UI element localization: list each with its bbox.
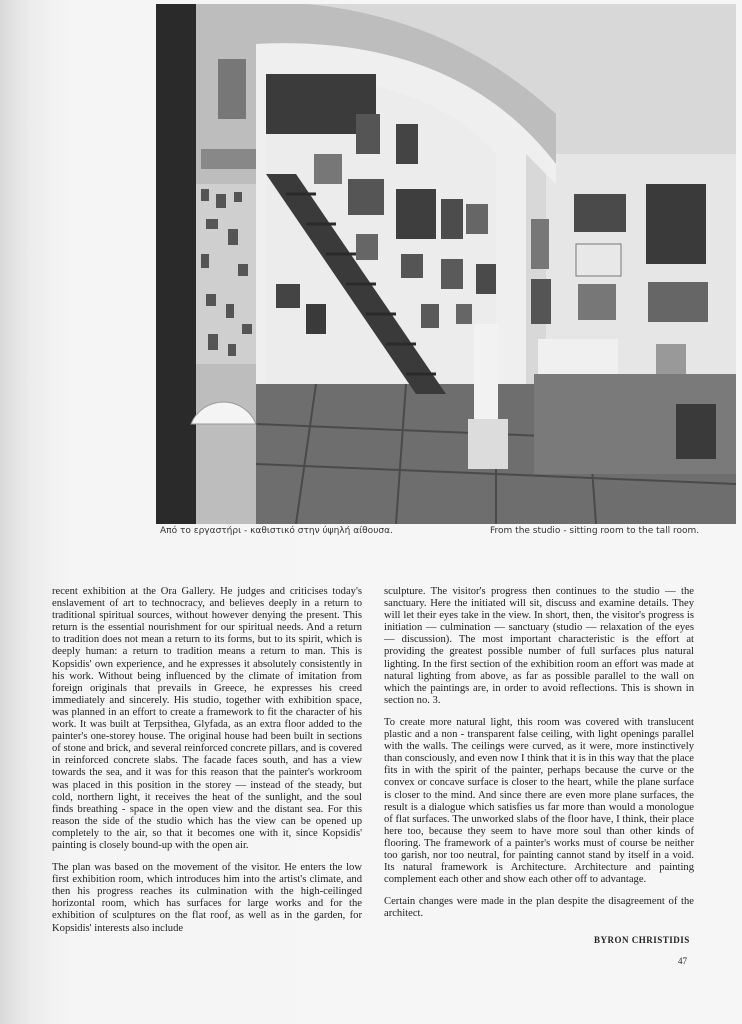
article-column-left — [52, 586, 362, 945]
paragraph: sculpture. The visitor's progress then continues to the studio — the sanctuary. Here the initiated will sit, discuss and examine details. They will let their eyes take in the view. In short, then, the visitor's progress is initiation — culmination — sanctuary (studio — relaxation of the eyes — discussion). The most important characteristic is the effort at providing the greatest possible number of full surfaces plus natural lighting. In the first section of the exhibition room an effort was made at natural lighting from above, as far as possible parallel to the wall on which the paintings are, in order to avoid reflections. This is shown in section no. 3. — [384, 586, 694, 706]
caption-greek: Από το εργαστήρι - καθιστικό στην ύψηλή αίθουσα. — [160, 526, 393, 536]
paragraph: The plan was based on the movement of the visitor. He enters the low first exhibition room, which introduces him into the artist's climate, and then his progress reaches its culmination with the high-ceilinged horizontal room, which has surfaces for large works and for the exhibition of sculptures on the flat roof, as well as in the garden, for Kopsidis' interests also include — [52, 862, 362, 934]
author-signature: BYRON CHRISTIDIS — [594, 935, 690, 945]
article-column-right — [384, 586, 694, 930]
page-number: 47 — [678, 956, 687, 966]
paragraph: recent exhibition at the Ora Gallery. He judges and criticises today's enslavement of art to technocracy, and believes deeply in a return to traditional spiritual sources, without however denying the present. This return is the essential nourishment for our spiritual needs. And a return to tradition does not mean a return to its forms, but to its spirit, which is deeply human: a return to tradition means a return to man. This is Kopsidis' own experience, and he expresses it absolutely consistently in his work. Without being influenced by the climate of imitation from foreign originals that prevails in Greece, he expresses his creed immediately and sincerely. His studio, together with exhibition space, was planned in an effort to create a framework to fit the character of his work. It was built at Terpsithea, Glyfada, as an extra floor added to the painter's one-storey house. The original house had been built in sections of stone and brick, and several reinforced concrete pillars, and is covered in reinforced concrete slabs. The facade faces south, and has a view towards the sea, and it was for this reason that the painter's workroom was placed in this position in the storey — instead of the steady, but cold, northern light, it receives the heat of the sunlight, and the soul finds breathing - space in the open view and the distant sea. For this reason the side of the studio which has the view can be opened up completely to the air, so that it becomes one with it, since Kopsidis' painting is closely bound-up with the open air. — [52, 586, 362, 851]
paragraph: To create more natural light, this room was covered with translucent plastic and a non - transparent false ceiling, with light openings parallel with the walls. The ceilings were curved, as it were, more instinctively than consciously, and even now I think that it is in this way that the place fits in with the spirit of the painter, perhaps because the curve or the convex or concave surface is closer to the heart, while the plane surface is closer to the mind. And since there are even more plane surfaces, the result is a dialogue which satisfies us far more than would a monologue of flat surfaces. The unworked slabs of the floor have, I think, their place here too, because they seem to have more soul than other kinds of flooring. The framework of a painter's works must of course be neither too garish, nor too neutral, for painting cannot stand by itself in a void. Its natural framework is Architecture. Architecture and painting complement each other and show each other off to advantage. — [384, 716, 694, 886]
studio-photograph — [156, 4, 736, 524]
caption-english: From the studio - sitting room to the tall room. — [490, 526, 700, 536]
paragraph: Certain changes were made in the plan despite the disagreement of the architect. — [384, 896, 694, 920]
studio-photo-illustration — [156, 4, 736, 524]
